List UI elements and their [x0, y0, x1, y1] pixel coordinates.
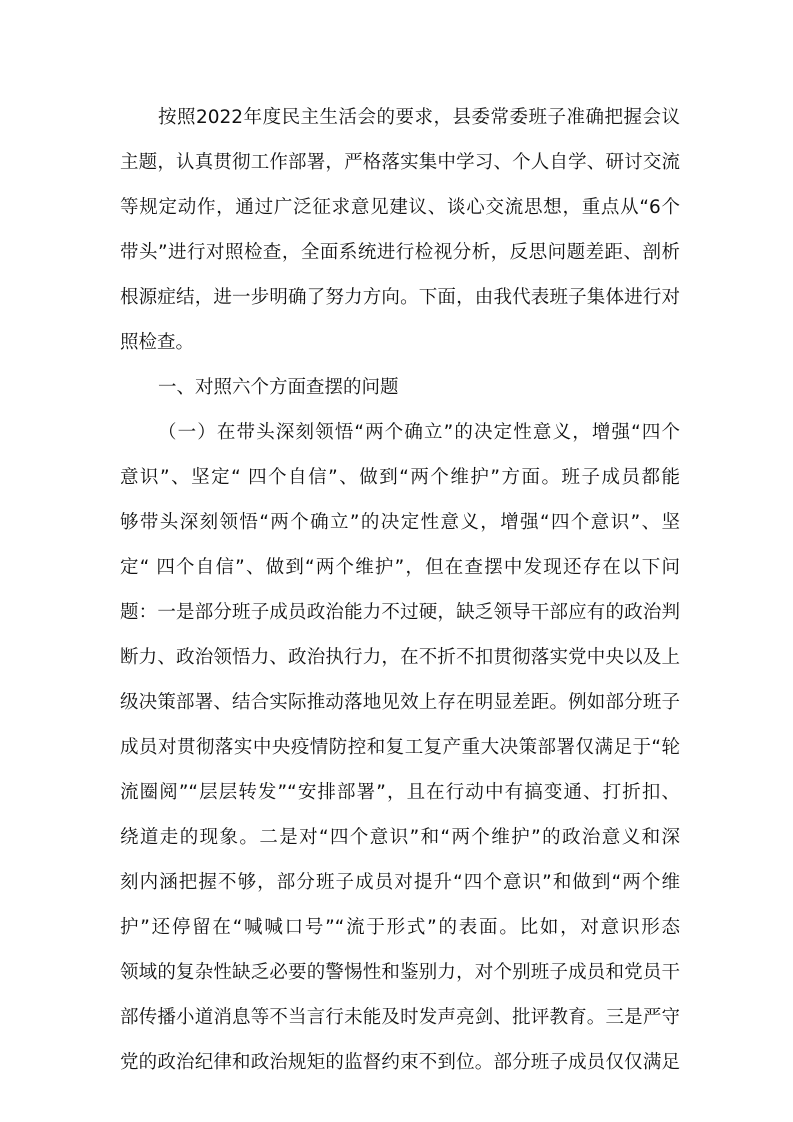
paragraph-3-line-1: （一）在带头深刻领悟“两个确立”的决定性意义，增强“四个: [158, 422, 680, 443]
paragraph-3-line-9: 流圈阅”“层层转发”“安排部署”，且在行动中有搞变通、打折扣、: [120, 782, 680, 803]
paragraph-3-line-3: 够带头深刻领悟“两个确立”的决定性意义，增强“四个意识”、坚: [120, 512, 680, 533]
paragraph-3-line-14: 部传播小道消息等不当言行未能及时发声亮剑、批评教育。三是严守: [120, 1007, 680, 1028]
paragraph-3-line-7: 级决策部署、结合实际推动落地见效上存在明显差距。例如部分班子: [120, 692, 680, 713]
paragraph-3-line-2: 意识”、坚定“ 四个自信”、做到“两个维护”方面。班子成员都能: [120, 467, 680, 488]
paragraph-3-line-5: 题：一是部分班子成员政治能力不过硬，缺乏领导干部应有的政治判: [120, 602, 680, 623]
paragraph-3-line-4: 定“ 四个自信”、做到“两个维护”，但在查摆中发现还存在以下问: [120, 557, 680, 578]
paragraph-1-line-2: 主题，认真贯彻工作部署，严格落实集中学习、个人自学、研讨交流: [120, 152, 680, 173]
paragraph-3-line-13: 领域的复杂性缺乏必要的警惕性和鉴别力，对个别班子成员和党员干: [120, 962, 680, 983]
paragraph-1-line-1: 按照2022年度民主生活会的要求，县委常委班子准确把握会议: [158, 107, 680, 128]
paragraph-1-line-3: 等规定动作，通过广泛征求意见建议、谈心交流思想，重点从“6个: [120, 197, 680, 218]
paragraph-3-line-10: 绕道走的现象。二是对“四个意识”和“两个维护”的政治意义和深: [120, 827, 680, 848]
paragraph-3-line-12: 护”还停留在“喊喊口号”“流于形式”的表面。比如，对意识形态: [120, 917, 680, 938]
paragraph-3-line-11: 刻内涵把握不够，部分班子成员对提升“四个意识”和做到“两个维: [120, 872, 680, 893]
section-heading: 一、对照六个方面查摆的问题: [158, 377, 399, 398]
paragraph-1-line-5: 根源症结，进一步明确了努力方向。下面，由我代表班子集体进行对: [120, 287, 680, 308]
paragraph-1-line-6: 照检查。: [120, 332, 195, 353]
paragraph-1-line-4: 带头”进行对照检查，全面系统进行检视分析，反思问题差距、剖析: [120, 242, 680, 263]
paragraph-3-line-6: 断力、政治领悟力、政治执行力，在不折不扣贯彻落实党中央以及上: [120, 647, 680, 668]
paragraph-3-line-8: 成员对贯彻落实中央疫情防控和复工复产重大决策部署仅满足于“轮: [120, 737, 680, 758]
paragraph-3-line-15: 党的政治纪律和政治规矩的监督约束不到位。部分班子成员仅仅满足: [120, 1052, 680, 1073]
